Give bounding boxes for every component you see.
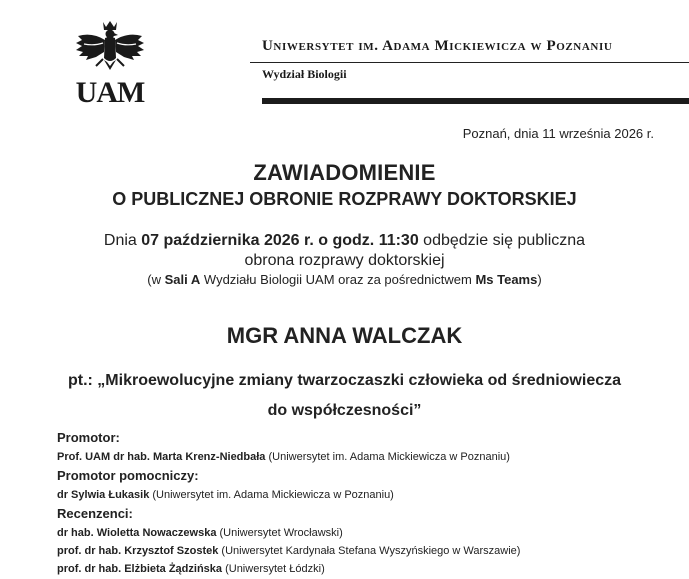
defense-room: Sali A xyxy=(164,272,201,287)
defense-platform: Ms Teams xyxy=(475,272,538,287)
faculty-name: Wydział Biologii xyxy=(262,67,347,81)
reviewer-entry xyxy=(57,545,520,557)
assistant-promotor-label: Promotor pomocniczy: xyxy=(57,468,199,483)
promotor-affiliation: (Uniwersytet im. Adama Mickiewicza w Poznaniu) xyxy=(265,451,510,463)
candidate-name: MGR ANNA WALCZAK xyxy=(226,323,463,348)
promotor-name: Prof. UAM dr hab. Marta Krenz-Niedbała xyxy=(57,451,266,463)
reviewer-affiliation: (Uniwersytet Kardynała Stefana Wyszyńskiego w Warszawie) xyxy=(218,545,521,557)
thesis-title-line-1: pt.: „Mikroewolucyjne zmiany twarzoczaszki człowieka od średniowiecza xyxy=(67,372,622,389)
defense-info-line-2: obrona rozprawy doktorskiej xyxy=(244,252,445,269)
reviewer-affiliation: (Uniwersytet Łódzki) xyxy=(222,563,325,575)
reviewer-name: prof. dr hab. Elżbieta Żądzińska xyxy=(57,563,223,575)
date-line: Poznań, dnia 11 września 2026 r. xyxy=(462,126,654,141)
university-name: Uniwersytet im. Adama Mickiewicza w Poznaniu xyxy=(262,38,613,54)
header-divider-thick xyxy=(262,98,689,104)
assistant-promotor-entry xyxy=(57,489,394,501)
promotor-entry xyxy=(57,451,510,463)
reviewer-name: dr hab. Wioletta Nowaczewska xyxy=(57,527,217,539)
assistant-promotor-affiliation: (Uniwersytet im. Adama Mickiewicza w Poznaniu) xyxy=(149,489,394,501)
logo-text: UAM xyxy=(75,76,145,109)
defense-info-line-1: Dnia 07 października 2026 r. o godz. 11:30 odbędzie się publiczna xyxy=(103,232,586,249)
reviewer-name: prof. dr hab. Krzysztof Szostek xyxy=(57,545,219,557)
assistant-promotor-name: dr Sylwia Łukasik xyxy=(57,489,150,501)
reviewer-entry xyxy=(57,527,343,539)
document-title: ZAWIADOMIENIE xyxy=(253,160,436,185)
reviewers-label: Recenzenci: xyxy=(57,506,133,521)
document-subtitle: O PUBLICZNEJ OBRONIE ROZPRAWY DOKTORSKIEJ xyxy=(112,189,577,209)
uam-logo xyxy=(70,18,150,110)
thesis-title-line-2: do współczesności” xyxy=(267,402,422,419)
defense-date-time: 07 października 2026 r. o godz. 11:30 xyxy=(141,232,419,249)
header-divider-thin xyxy=(250,62,689,63)
defense-info-line-3: (w Sali A Wydziału Biologii UAM oraz za pośrednictwem Ms Teams) xyxy=(147,272,542,287)
promotor-label: Promotor: xyxy=(57,430,120,445)
reviewer-affiliation: (Uniwersytet Wrocławski) xyxy=(216,527,343,539)
reviewer-entry xyxy=(57,563,325,575)
